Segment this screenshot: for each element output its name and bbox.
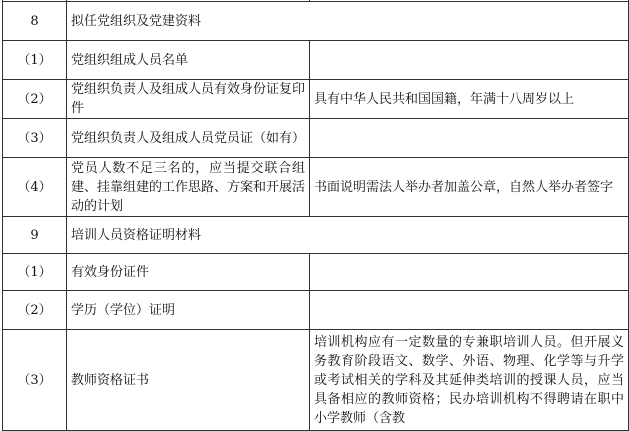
section-row-8 bbox=[3, 2, 629, 41]
table-row bbox=[3, 119, 629, 158]
row-number: （1） bbox=[3, 254, 67, 291]
table-row bbox=[3, 80, 629, 119]
row-number: （2） bbox=[3, 291, 67, 330]
row-note: 书面说明需法人举办者加盖公章，自然人举办者签字 bbox=[310, 158, 629, 217]
row-number: 9 bbox=[3, 217, 67, 254]
row-note: 培训机构应有一定数量的专兼职培训人员。但开展义务教育阶段语文、数学、外语、物理、化学等与升学或考试相关的学科及其延伸类培训的授课人员，应当具备相应的教师资格；民办培训机构不得聘请在职中小学教师（含教 bbox=[310, 330, 629, 431]
section-title: 拟任党组织及党建资料 bbox=[67, 2, 629, 41]
requirements-table bbox=[2, 0, 629, 431]
row-item: 有效身份证件 bbox=[67, 254, 310, 291]
row-note bbox=[310, 291, 629, 330]
table-row bbox=[3, 158, 629, 217]
section-title: 培训人员资格证明材料 bbox=[67, 217, 629, 254]
row-note bbox=[310, 41, 629, 80]
row-note bbox=[310, 119, 629, 158]
row-number: （3） bbox=[3, 119, 67, 158]
row-note bbox=[310, 254, 629, 291]
row-number: 8 bbox=[3, 2, 67, 41]
row-item: 党组织组成人员名单 bbox=[67, 41, 310, 80]
row-item: 教师资格证书 bbox=[67, 330, 310, 431]
table-row bbox=[3, 254, 629, 291]
row-item: 党组织负责人及组成人员有效身份证复印件 bbox=[67, 80, 310, 119]
row-number: （4） bbox=[3, 158, 67, 217]
table-row bbox=[3, 291, 629, 330]
row-item: 党员人数不足三名的，应当提交联合组建、挂靠组建的工作思路、方案和开展活动的计划 bbox=[67, 158, 310, 217]
row-number: （1） bbox=[3, 41, 67, 80]
row-item: 党组织负责人及组成人员党员证（如有） bbox=[67, 119, 310, 158]
row-number: （2） bbox=[3, 80, 67, 119]
row-note: 具有中华人民共和国国籍，年满十八周岁以上 bbox=[310, 80, 629, 119]
table-row bbox=[3, 330, 629, 431]
table-row bbox=[3, 41, 629, 80]
section-row-9 bbox=[3, 217, 629, 254]
row-number: （3） bbox=[3, 330, 67, 431]
row-item: 学历（学位）证明 bbox=[67, 291, 310, 330]
